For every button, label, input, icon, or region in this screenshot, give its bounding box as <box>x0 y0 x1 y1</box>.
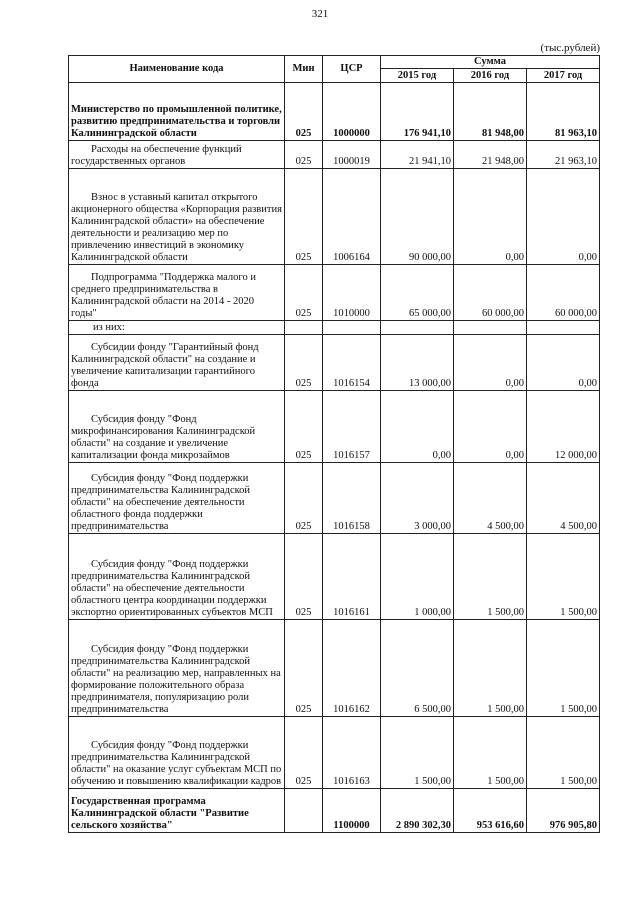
row-2015: 3 000,00 <box>381 463 454 534</box>
row-name: Субсидия фонду "Фонд поддержки предпринимательства Калининградской области" на обеспечение деятельности областного фонда поддержки предпринимательства <box>69 463 285 534</box>
row-min: 025 <box>285 463 323 534</box>
header-2016: 2016 год <box>454 69 527 83</box>
row-name: Субсидия фонду "Фонд микрофинансирования Калининградской области" на создание и увеличение капитализации фонда микрозаймов <box>69 391 285 463</box>
row-2015: 176 941,10 <box>381 83 454 141</box>
row-2015: 65 000,00 <box>381 265 454 321</box>
row-csr: 1000019 <box>323 141 381 169</box>
row-csr: 1016154 <box>323 335 381 391</box>
row-name: Расходы на обеспечение функций государственных органов <box>69 141 285 169</box>
header-2017: 2017 год <box>527 69 600 83</box>
row-2017: 1 500,00 <box>527 717 600 789</box>
row-name: Субсидия фонду "Фонд поддержки предпринимательства Калининградской области" на оказание услуг субъектам МСП по обучению и повышению квалификации кадров <box>69 717 285 789</box>
row-2015: 6 500,00 <box>381 620 454 717</box>
row-2017: 1 500,00 <box>527 620 600 717</box>
row-2017: 0,00 <box>527 169 600 265</box>
table-row <box>69 83 600 141</box>
row-min: 025 <box>285 717 323 789</box>
table-row <box>69 169 600 265</box>
table-row <box>69 391 600 463</box>
row-2015: 0,00 <box>381 391 454 463</box>
row-min: 025 <box>285 335 323 391</box>
row-2016: 1 500,00 <box>454 534 527 620</box>
table-row <box>69 335 600 391</box>
header-sum: Сумма <box>381 56 600 69</box>
row-2015: 1 500,00 <box>381 717 454 789</box>
row-2017: 60 000,00 <box>527 265 600 321</box>
row-2015: 2 890 302,30 <box>381 789 454 833</box>
row-min: 025 <box>285 534 323 620</box>
row-min: 025 <box>285 620 323 717</box>
row-2016: 81 948,00 <box>454 83 527 141</box>
table-row <box>69 534 600 620</box>
table-row <box>69 620 600 717</box>
table-row <box>69 141 600 169</box>
row-2017: 21 963,10 <box>527 141 600 169</box>
row-2017: 1 500,00 <box>527 534 600 620</box>
row-2017: 4 500,00 <box>527 463 600 534</box>
row-2016: 60 000,00 <box>454 265 527 321</box>
row-2016: 21 948,00 <box>454 141 527 169</box>
row-csr: 1016162 <box>323 620 381 717</box>
row-2016: 0,00 <box>454 391 527 463</box>
row-2015: 1 000,00 <box>381 534 454 620</box>
row-2017: 12 000,00 <box>527 391 600 463</box>
row-csr: 1006164 <box>323 169 381 265</box>
row-csr: 1016157 <box>323 391 381 463</box>
budget-table <box>68 55 600 833</box>
row-2017: 976 905,80 <box>527 789 600 833</box>
row-name: Субсидия фонду "Фонд поддержки предпринимательства Калининградской области" на реализацию мер, направленных на формирование положительного образа предпринимателя, популяризацию роли предпринимательства <box>69 620 285 717</box>
row-name: Государственная программа Калининградской области "Развитие сельского хозяйства" <box>69 789 285 833</box>
row-2016: 1 500,00 <box>454 620 527 717</box>
row-name: из них: <box>69 321 285 335</box>
row-2016: 0,00 <box>454 169 527 265</box>
row-name: Министерство по промышленной политике, развитию предпринимательства и торговли Калининградской области <box>69 83 285 141</box>
row-2017: 0,00 <box>527 335 600 391</box>
table-row <box>69 321 600 335</box>
row-2017: 81 963,10 <box>527 83 600 141</box>
row-name: Подпрограмма "Поддержка малого и среднего предпринимательства в Калининградской области на 2014 - 2020 годы" <box>69 265 285 321</box>
row-2016: 0,00 <box>454 335 527 391</box>
row-name: Взнос в уставный капитал открытого акционерного общества «Корпорация развития Калининградской области» на обеспечение деятельности и реализацию мер по привлечению инвестиций в экономику Калининградской области <box>69 169 285 265</box>
header-min: Мин <box>285 56 323 83</box>
page-number: 321 <box>311 8 329 20</box>
units-label: (тыс.рублей) <box>540 42 600 54</box>
row-2015: 90 000,00 <box>381 169 454 265</box>
table-row <box>69 463 600 534</box>
row-min: 025 <box>285 391 323 463</box>
row-min: 025 <box>285 169 323 265</box>
row-min <box>285 789 323 833</box>
row-2015: 21 941,10 <box>381 141 454 169</box>
row-csr: 1010000 <box>323 265 381 321</box>
header-2015: 2015 год <box>381 69 454 83</box>
row-min: 025 <box>285 83 323 141</box>
row-2016: 953 616,60 <box>454 789 527 833</box>
table-row <box>69 265 600 321</box>
table-row <box>69 789 600 833</box>
row-csr: 1016158 <box>323 463 381 534</box>
row-min: 025 <box>285 141 323 169</box>
row-2015: 13 000,00 <box>381 335 454 391</box>
row-2016: 1 500,00 <box>454 717 527 789</box>
table-row <box>69 717 600 789</box>
row-2016: 4 500,00 <box>454 463 527 534</box>
row-csr: 1000000 <box>323 83 381 141</box>
row-name: Субсидии фонду "Гарантийный фонд Калининградской области" на создание и увеличение капитализации гарантийного фонда <box>69 335 285 391</box>
header-csr: ЦСР <box>323 56 381 83</box>
header-name: Наименование кода <box>69 56 285 83</box>
row-csr: 1016163 <box>323 717 381 789</box>
row-csr: 1100000 <box>323 789 381 833</box>
row-min: 025 <box>285 265 323 321</box>
row-csr: 1016161 <box>323 534 381 620</box>
row-name: Субсидия фонду "Фонд поддержки предпринимательства Калининградской области" на обеспечение деятельности областного центра координации поддержки экспортно ориентированных субъектов МСП <box>69 534 285 620</box>
